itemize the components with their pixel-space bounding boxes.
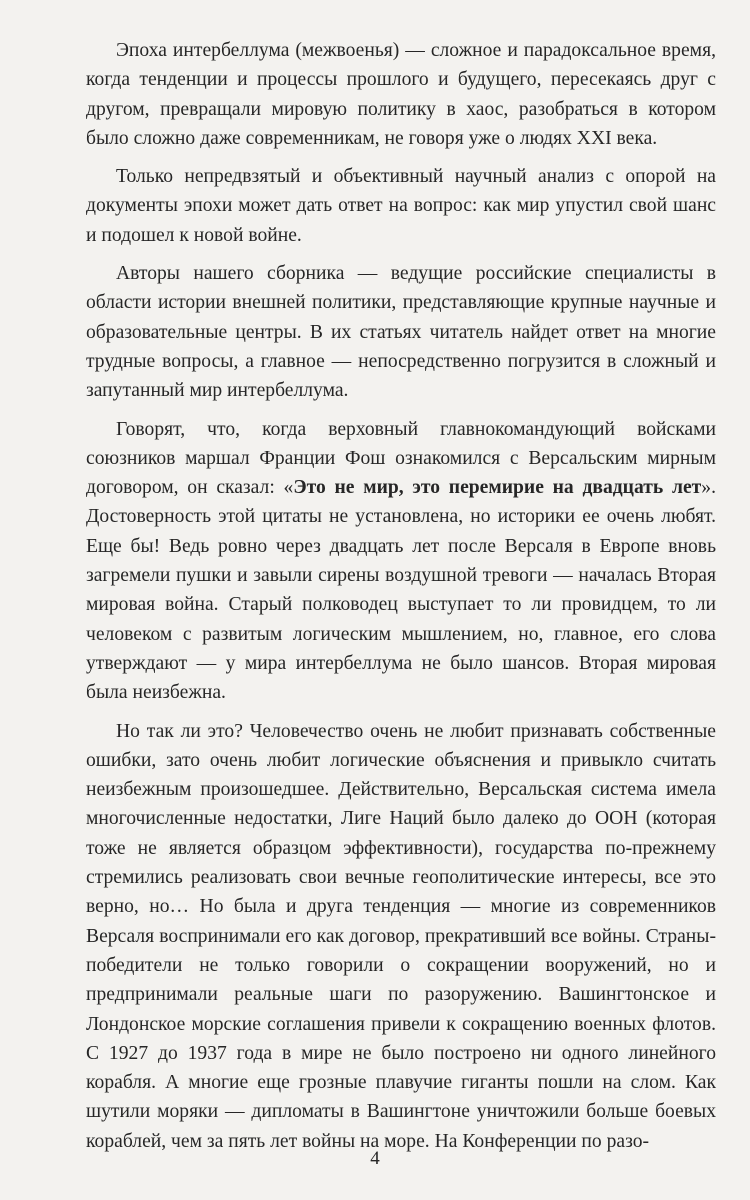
paragraph-5-text: Но так ли это? Человечество очень не любит признавать собственные ошибки, зато очень любит логические объяснения и привыкло считать неизбежным произошедшее. Действительно, Версальская система имела многочисленные недостатки, Лиге Наций было далеко до ООН (которая тоже не является образцом эффективности), государства по-прежнему стремились реализовать свои вечные геополитические интересы, все это верно, но… Но была и друга тенденция — многие из современников Версаля воспринимали его как договор, прекративший все войны. Страны-победители не только говорили о сокращении вооружений, но и предпринимали реальные шаги по разоружению. Вашингтонское и Лондонское морские соглашения привели к сокращению военных флотов. С 1927 до 1937 года в мире не было построено ни одного линейного корабля. А многие еще грозные плавучие гиганты пошли на слом. Как шутили моряки — дипломаты в Вашингтоне уничтожили больше боевых кораблей, чем за пять лет войны на море. На Конференции по разо- bbox=[86, 720, 716, 1152]
paragraph-1-text: Эпоха интербеллума (межвоенья) — сложное и парадоксальное время, когда тенденции и процессы прошлого и будущего, пересекаясь друг с другом, превращали мировую политику в хаос, разобраться в котором было сложно даже современникам, не говоря уже о людях XXI века. bbox=[86, 40, 716, 149]
paragraph-1 bbox=[86, 36, 716, 153]
body-text bbox=[86, 36, 716, 1165]
foch-quote: Это не мир, это перемирие на двадцать лет bbox=[293, 477, 702, 499]
paragraph-4-text-before-quote: Говорят, что, когда верховный главнокомандующий войсками союзников маршал Франции Фош ознакомился с Версальским мирным договором, он сказал: « bbox=[86, 418, 716, 499]
page-number: 4 bbox=[370, 1148, 380, 1169]
paragraph-4-text-after-quote: ». Достоверность этой цитаты не установлена, но историки ее очень любят. Еще бы! Ведь ровно через двадцать лет после Версаля в Европе вновь загремели пушки и завыли сирены воздушной тревоги — началась Вторая мировая война. Старый полководец выступает то ли провидцем, то ли человеком с развитым логическим мышлением, но, главное, его слова утверждают — у мира интербеллума не было шансов. Вторая мировая была неизбежна. bbox=[86, 477, 716, 704]
paragraph-5 bbox=[86, 717, 716, 1156]
paragraph-3-text: Авторы нашего сборника — ведущие российские специалисты в области истории внешней политики, представляющие крупные научные и образовательные центры. В их статьях читатель найдет ответ на многие трудные вопросы, а главное — непосредственно погрузится в сложный и запутанный мир интербеллума. bbox=[86, 263, 716, 402]
paragraph-2-text: Только непредвзятый и объективный научный анализ с опорой на документы эпохи может дать ответ на вопрос: как мир упустил свой шанс и подошел к новой войне. bbox=[86, 166, 716, 246]
paragraph-4 bbox=[86, 415, 716, 708]
paragraph-2 bbox=[86, 162, 716, 250]
paragraph-3 bbox=[86, 259, 716, 405]
